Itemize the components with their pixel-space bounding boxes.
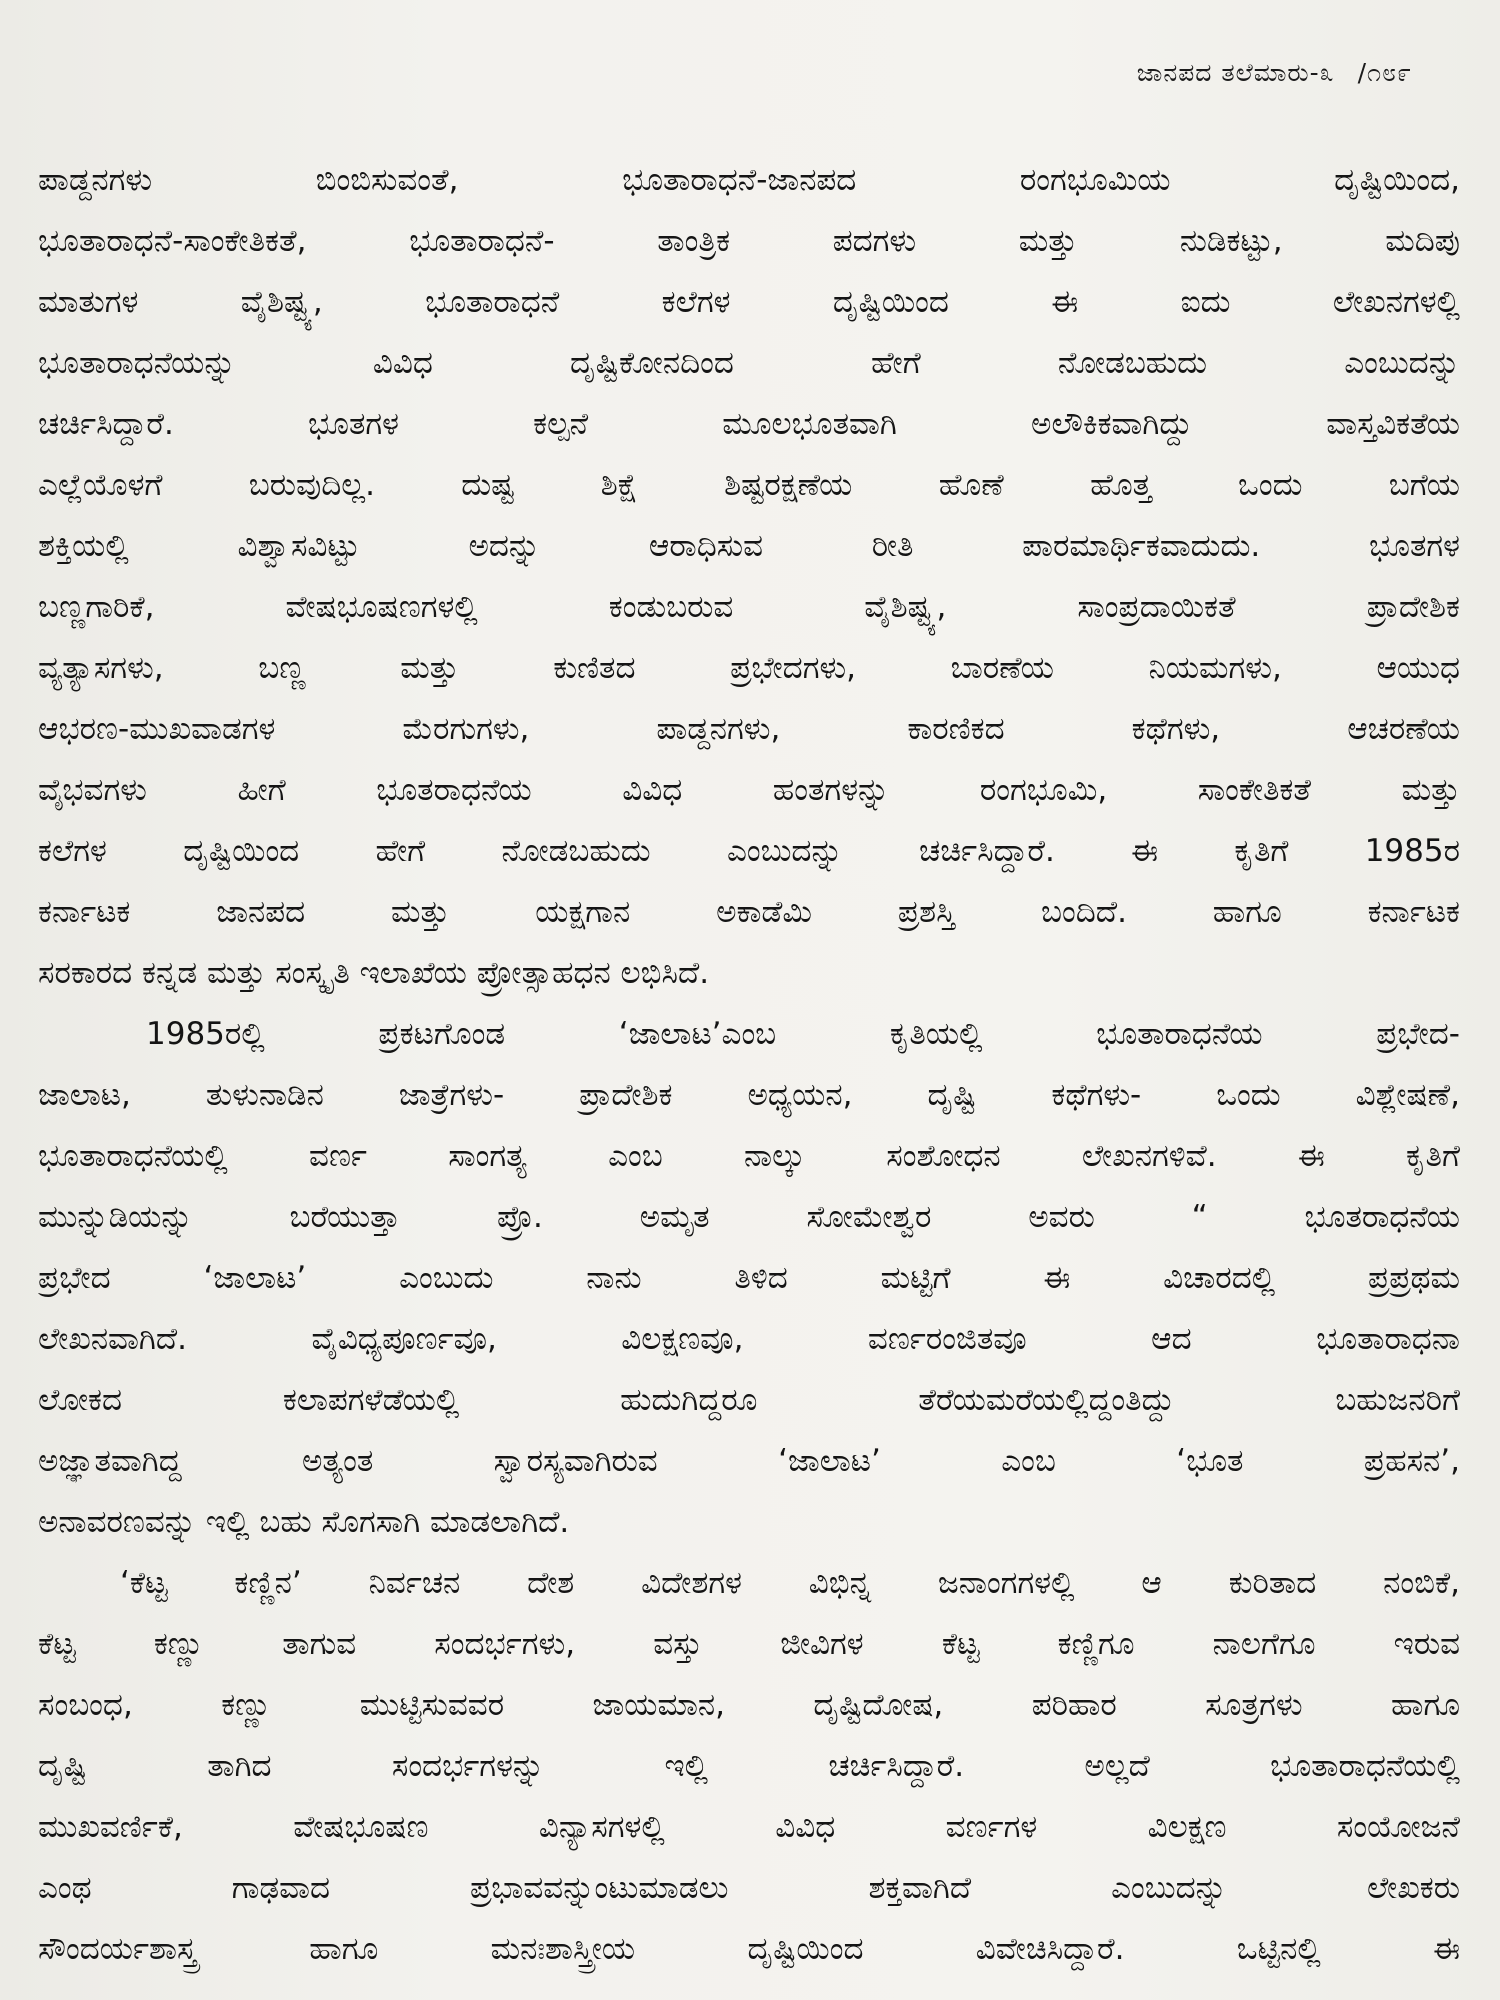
text-line: ದೃಷ್ಟಿ ತಾಗಿದ ಸಂದರ್ಭಗಳನ್ನು ಇಲ್ಲಿ ಚರ್ಚಿಸಿದ್ದಾರೆ. ಅಲ್ಲದೆ ಭೂತಾರಾಧನೆಯಲ್ಲಿ	[38, 1748, 1460, 1784]
text-line: ಎಂಥ ಗಾಢವಾದ ಪ್ರಭಾವವನ್ನುಂಟುಮಾಡಲು ಶಕ್ತವಾಗಿದೆ ಎಂಬುದನ್ನು ಲೇಖಕರು	[38, 1870, 1460, 1906]
text-line: ಭೂತಾರಾಧನೆ-ಸಾಂಕೇತಿಕತೆ, ಭೂತಾರಾಧನೆ- ತಾಂತ್ರಿಕ ಪದಗಳು ಮತ್ತು ನುಡಿಕಟ್ಟು, ಮದಿಪು	[38, 223, 1460, 259]
text-line: ಕರ್ನಾಟಕ ಜಾನಪದ ಮತ್ತು ಯಕ್ಷಗಾನ ಅಕಾಡೆಮಿ ಪ್ರಶಸ್ತಿ ಬಂದಿದೆ. ಹಾಗೂ ಕರ್ನಾಟಕ	[38, 894, 1460, 930]
text-line: ಅನಾವರಣವನ್ನು ಇಲ್ಲಿ ಬಹು ಸೊಗಸಾಗಿ ಮಾಡಲಾಗಿದೆ.	[38, 1504, 570, 1540]
text-line: ಲೇಖನವಾಗಿದೆ. ವೈವಿಧ್ಯಪೂರ್ಣವೂ, ವಿಲಕ್ಷಣವೂ, ವರ್ಣರಂಜಿತವೂ ಆದ ಭೂತಾರಾಧನಾ	[38, 1321, 1460, 1357]
text-line: ಅಜ್ಞಾತವಾಗಿದ್ದ ಅತ್ಯಂತ ಸ್ವಾರಸ್ಯವಾಗಿರುವ ‘ಜಾಲಾಟ’ ಎಂಬ ‘ಭೂತ ಪ್ರಹಸನ’,	[38, 1443, 1460, 1479]
text-line: ಬಣ್ಣಗಾರಿಕೆ, ವೇಷಭೂಷಣಗಳಲ್ಲಿ ಕಂಡುಬರುವ ವೈಶಿಷ್ಟ್ಯ, ಸಾಂಪ್ರದಾಯಿಕತೆ ಪ್ರಾದೇಶಿಕ	[38, 589, 1460, 625]
text-line: ಸರಕಾರದ ಕನ್ನಡ ಮತ್ತು ಸಂಸ್ಕೃತಿ ಇಲಾಖೆಯ ಪ್ರೋತ್ಸಾಹಧನ ಲಭಿಸಿದೆ.	[38, 955, 710, 991]
text-line: ಭೂತಾರಾಧನೆಯನ್ನು ವಿವಿಧ ದೃಷ್ಟಿಕೋನದಿಂದ ಹೇಗೆ ನೋಡಬಹುದು ಎಂಬುದನ್ನು	[38, 345, 1460, 381]
text-line: ವ್ಯತ್ಯಾಸಗಳು, ಬಣ್ಣ ಮತ್ತು ಕುಣಿತದ ಪ್ರಭೇದಗಳು, ಬಾರಣೆಯ ನಿಯಮಗಳು, ಆಯುಧ	[38, 650, 1460, 686]
text-line: ಎಲ್ಲೆಯೊಳಗೆ ಬರುವುದಿಲ್ಲ. ದುಷ್ಟ ಶಿಕ್ಷೆ ಶಿಷ್ಟರಕ್ಷಣೆಯ ಹೊಣೆ ಹೊತ್ತ ಒಂದು ಬಗೆಯ	[38, 467, 1460, 503]
paragraph-2	[38, 1004, 1460, 1553]
text-line: ‘ಕೆಟ್ಟ ಕಣ್ಣಿನ’ ನಿರ್ವಚನ ದೇಶ ವಿದೇಶಗಳ ವಿಭಿನ್ನ ಜನಾಂಗಗಳಲ್ಲಿ ಆ ಕುರಿತಾದ ನಂಬಿಕೆ,	[120, 1565, 1460, 1601]
text-line: 1985ರಲ್ಲಿ ಪ್ರಕಟಗೊಂಡ ‘ಜಾಲಾಟ’ಎಂಬ ಕೃತಿಯಲ್ಲಿ ಭೂತಾರಾಧನೆಯ ಪ್ರಭೇದ-	[146, 1016, 1460, 1052]
text-line: ವೈಭವಗಳು ಹೀಗೆ ಭೂತರಾಧನೆಯ ವಿವಿಧ ಹಂತಗಳನ್ನು ರಂಗಭೂಮಿ, ಸಾಂಕೇತಿಕತೆ ಮತ್ತು	[38, 772, 1460, 808]
text-line: ಜಾಲಾಟ, ತುಳುನಾಡಿನ ಜಾತ್ರೆಗಳು- ಪ್ರಾದೇಶಿಕ ಅಧ್ಯಯನ, ದೃಷ್ಟಿ ಕಥೆಗಳು- ಒಂದು ವಿಶ್ಲೇಷಣೆ,	[38, 1077, 1460, 1113]
paragraph-3	[38, 1553, 1460, 1980]
text-line: ಭೂತಾರಾಧನೆಯಲ್ಲಿ ವರ್ಣ ಸಾಂಗತ್ಯ ಎಂಬ ನಾಲ್ಕು ಸಂಶೋಧನ ಲೇಖನಗಳಿವೆ. ಈ ಕೃತಿಗೆ	[38, 1138, 1460, 1174]
text-line: ಸೌಂದರ್ಯಶಾಸ್ತ್ರ ಹಾಗೂ ಮನಃಶಾಸ್ತ್ರೀಯ ದೃಷ್ಟಿಯಿಂದ ವಿವೇಚಿಸಿದ್ದಾರೆ. ಒಟ್ಟಿನಲ್ಲಿ ಈ	[38, 1931, 1460, 1967]
text-line: ಪಾಡ್ದನಗಳು ಬಿಂಬಿಸುವಂತೆ, ಭೂತಾರಾಧನೆ-ಜಾನಪದ ರಂಗಭೂಮಿಯ ದೃಷ್ಟಿಯಿಂದ,	[38, 162, 1460, 198]
text-line: ಶಕ್ತಿಯಲ್ಲಿ ವಿಶ್ವಾಸವಿಟ್ಟು ಅದನ್ನು ಆರಾಧಿಸುವ ರೀತಿ ಪಾರಮಾರ್ಥಿಕವಾದುದು. ಭೂತಗಳ	[38, 528, 1460, 564]
paragraph-1	[38, 150, 1460, 1004]
text-line: ಕಲೆಗಳ ದೃಷ್ಟಿಯಿಂದ ಹೇಗೆ ನೋಡಬಹುದು ಎಂಬುದನ್ನು ಚರ್ಚಿಸಿದ್ದಾರೆ. ಈ ಕೃತಿಗೆ 1985ರ	[38, 833, 1460, 869]
text-line: ಮಾತುಗಳ ವೈಶಿಷ್ಟ್ಯ, ಭೂತಾರಾಧನೆ ಕಲೆಗಳ ದೃಷ್ಟಿಯಿಂದ ಈ ಐದು ಲೇಖನಗಳಲ್ಲಿ	[38, 284, 1460, 320]
text-line: ಸಂಬಂಧ, ಕಣ್ಣು ಮುಟ್ಟಿಸುವವರ ಜಾಯಮಾನ, ದೃಷ್ಟಿದೋಷ, ಪರಿಹಾರ ಸೂತ್ರಗಳು ಹಾಗೂ	[38, 1687, 1460, 1723]
text-line: ಲೋಕದ ಕಲಾಪಗಳೆಡೆಯಲ್ಲಿ ಹುದುಗಿದ್ದರೂ ತೆರೆಯಮರೆಯಲ್ಲಿದ್ದಂತಿದ್ದು ಬಹುಜನರಿಗೆ	[38, 1382, 1460, 1418]
text-line: ಚರ್ಚಿಸಿದ್ದಾರೆ. ಭೂತಗಳ ಕಲ್ಪನೆ ಮೂಲಭೂತವಾಗಿ ಅಲೌಕಿಕವಾಗಿದ್ದು ವಾಸ್ತವಿಕತೆಯ	[38, 406, 1460, 442]
text-line: ಕೆಟ್ಟ ಕಣ್ಣು ತಾಗುವ ಸಂದರ್ಭಗಳು, ವಸ್ತು ಜೀವಿಗಳ ಕೆಟ್ಟ ಕಣ್ಣಿಗೂ ನಾಲಗೆಗೂ ಇರುವ	[38, 1626, 1460, 1662]
text-line: ಪ್ರಭೇದ ‘ಜಾಲಾಟ’ ಎಂಬುದು ನಾನು ತಿಳಿದ ಮಟ್ಟಿಗೆ ಈ ವಿಚಾರದಲ್ಲಿ ಪ್ರಪ್ರಥಮ	[38, 1260, 1460, 1296]
running-header	[1137, 58, 1412, 88]
text-line: ಮುಖವರ್ಣಿಕೆ, ವೇಷಭೂಷಣ ವಿನ್ಯಾಸಗಳಲ್ಲಿ ವಿವಿಧ ವರ್ಣಗಳ ವಿಲಕ್ಷಣ ಸಂಯೋಜನೆ	[38, 1809, 1460, 1845]
page-number: /೧೮೯	[1357, 58, 1412, 87]
text-line: ಮುನ್ನುಡಿಯನ್ನು ಬರೆಯುತ್ತಾ ಪ್ರೊ. ಅಮೃತ ಸೋಮೇಶ್ವರ ಅವರು “ ಭೂತರಾಧನೆಯ	[38, 1199, 1460, 1235]
running-title: ಜಾನಪದ ತಲೆಮಾರು-೩	[1136, 58, 1335, 87]
body-text	[38, 150, 1460, 1980]
text-line: ಆಭರಣ-ಮುಖವಾಡಗಳ ಮೆರಗುಗಳು, ಪಾಡ್ದನಗಳು, ಕಾರಣಿಕದ ಕಥೆಗಳು, ಆಚರಣೆಯ	[38, 711, 1460, 747]
